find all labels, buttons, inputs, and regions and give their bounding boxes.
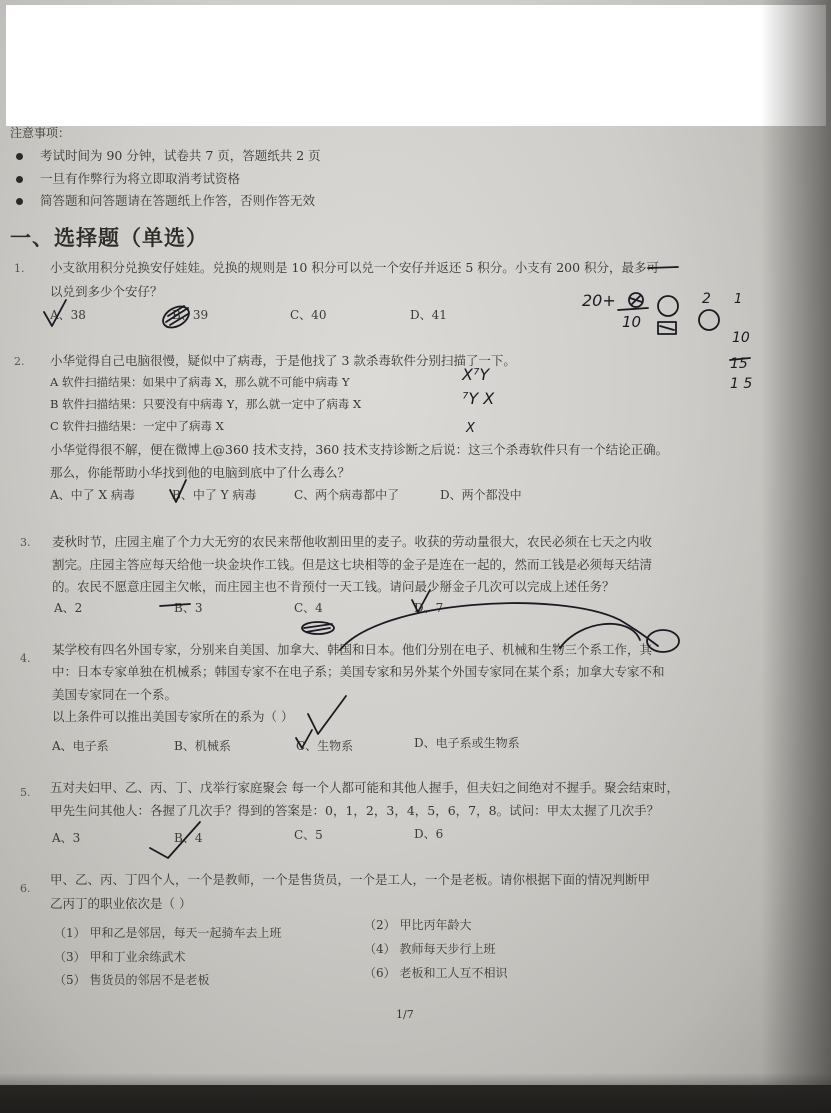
option-a: A、38 [50, 308, 86, 322]
option-b: B、中了 Y 病毒 [172, 488, 257, 502]
condition-item: （3） 甲和丁业余练武术 [54, 950, 186, 964]
page-number: 1/7 [396, 1008, 414, 1021]
question-text: 小华觉得自己电脑很慢，疑似中了病毒，于是他找了 3 款杀毒软件分别扫描了一下。 [50, 353, 516, 368]
option-d: D、41 [410, 308, 447, 322]
option-d: D、两个都没中 [440, 488, 522, 502]
handwritten-note: 10 [732, 330, 750, 346]
handwritten-note: 2 [702, 291, 711, 307]
question-number: 1. [14, 262, 25, 275]
option-c: C、4 [294, 601, 323, 615]
handwritten-note: 10 [622, 313, 642, 331]
option-d: D、6 [414, 827, 444, 841]
question-text: 甲先生问其他人：各握了几次手？得到的答案是：0，1，2，3，4，5，6，7，8。试问：甲太太握了几次手？ [50, 803, 660, 818]
question-number: 2. [14, 355, 25, 368]
question-text: 那么，你能帮助小华找到他的电脑到底中了什么毒么？ [50, 465, 351, 480]
redacted-header [6, 5, 826, 126]
scribble-mark [660, 326, 674, 330]
photo-shadow [0, 1073, 831, 1113]
question-text: 某学校有四名外国专家，分别来自美国、加拿大、韩国和日本。他们分别在电子、机械和生物三个系工作，其 [52, 642, 653, 657]
question-number: 3. [20, 536, 31, 549]
handwritten-note: 20+ [582, 291, 616, 310]
question-text: A 软件扫描结果：如果中了病毒 X，那么就不可能中病毒 Y [50, 375, 350, 389]
question-text: B 软件扫描结果：只要没有中病毒 Y，那么就一定中了病毒 X [50, 397, 362, 411]
bullet-icon [16, 198, 23, 205]
photo-shadow [761, 0, 831, 1113]
scribble-mark [658, 322, 676, 334]
handwritten-note: X [466, 421, 475, 436]
question-text: 小华觉得很不解，便在微博上@360 技术支持，360 技术支持诊断之后说：这三个杀毒软件只有一个结论正确。 [50, 442, 669, 457]
handwritten-note: 1 [734, 292, 743, 307]
condition-item: （6） 老板和工人互不相识 [364, 966, 508, 980]
notice-title: 注意事项： [10, 126, 71, 140]
question-text: 美国专家同在一个系。 [52, 687, 178, 702]
option-a: A、中了 X 病毒 [50, 488, 135, 502]
bullet-icon [16, 153, 23, 160]
handwritten-note: X⁷Y [462, 365, 490, 384]
option-a: A、电子系 [52, 739, 109, 753]
question-text: 五对夫妇甲、乙、丙、丁、戊举行家庭聚会 每一个人都可能和其他人握手，但夫妇之间绝对不握手。聚会结束时， [50, 780, 679, 795]
question-text: 以上条件可以推出美国专家所在的系为（ ） [52, 709, 294, 724]
question-text: C 软件扫描结果：一定中了病毒 X [50, 419, 224, 433]
condition-item: （4） 教师每天步行上班 [364, 942, 496, 956]
option-c: C、5 [294, 828, 323, 842]
option-b: B、39 [172, 308, 209, 322]
circle-mark [699, 310, 719, 330]
underline-mark [618, 308, 648, 310]
option-b: B、3 [174, 601, 203, 615]
scribble-mark [304, 624, 332, 632]
condition-item: （1） 甲和乙是邻居，每天一起骑车去上班 [54, 926, 282, 940]
option-c: C、40 [290, 308, 327, 322]
question-text: 中：日本专家单独在机械系；韩国专家不在电子系；美国专家和另外某个外国专家同在某个系；加拿大专家不和 [52, 664, 665, 679]
circle-mark [658, 296, 678, 316]
option-a: A、3 [52, 831, 81, 845]
question-text: 小支欲用积分兑换安仔娃娃。兑换的规则是 10 积分可以兑一个安仔并返还 5 积分。小支有 200 积分，最多可 [50, 260, 660, 275]
handwritten-note: 1 5 [730, 376, 753, 392]
option-d: D、电子系或生物系 [414, 736, 520, 750]
circle-mark [629, 293, 643, 307]
check-mark [308, 696, 346, 734]
question-text: 麦秋时节，庄园主雇了个力大无穷的农民来帮他收割田里的麦子。收获的劳动量很大，农民必须在七天之内收 [52, 534, 653, 549]
underline-mark [730, 358, 750, 360]
handwritten-note: ⁷Y X [462, 389, 495, 408]
option-c: C、生物系 [296, 739, 354, 753]
option-c: C、两个病毒都中了 [294, 488, 400, 502]
option-a: A、2 [54, 601, 83, 615]
option-b: B、机械系 [174, 739, 231, 753]
bullet-icon [16, 176, 23, 183]
condition-item: （2） 甲比丙年龄大 [364, 918, 472, 932]
condition-item: （5） 售货员的邻居不是老板 [54, 973, 210, 987]
question-number: 4. [20, 652, 31, 665]
notice-item: 一旦有作弊行为将立即取消考试资格 [40, 171, 241, 186]
question-text: 割完。庄园主答应每天给他一块金块作工钱。但是这七块相等的金子是连在一起的，然而工钱是必须每天结清 [52, 557, 653, 572]
question-number: 6. [20, 882, 31, 895]
option-d: D、7 [414, 601, 444, 615]
question-number: 5. [20, 786, 31, 799]
option-b: B、4 [174, 831, 203, 845]
handwritten-note: 15 [730, 356, 748, 372]
notice-item: 考试时间为 90 分钟，试卷共 7 页，答题纸共 2 页 [40, 148, 321, 163]
question-text: 以兑到多少个安仔？ [50, 284, 163, 299]
question-text: 乙丙丁的职业依次是（ ） [50, 896, 192, 911]
question-text: 甲、乙、丙、丁四个人，一个是教师，一个是售货员，一个是工人，一个是老板。请你根据下面的情况判断甲 [50, 872, 651, 887]
question-text: 的。农民不愿意庄园主欠帐，而庄园主也不肯预付一天工钱。请问最少掰金子几次可以完成上述任务？ [52, 579, 615, 594]
section-title: 一、选择题（单选） [10, 225, 208, 250]
notice-item: 简答题和问答题请在答题纸上作答，否则作答无效 [40, 193, 316, 208]
scribble-mark [630, 296, 642, 304]
circle-mark [302, 622, 334, 634]
